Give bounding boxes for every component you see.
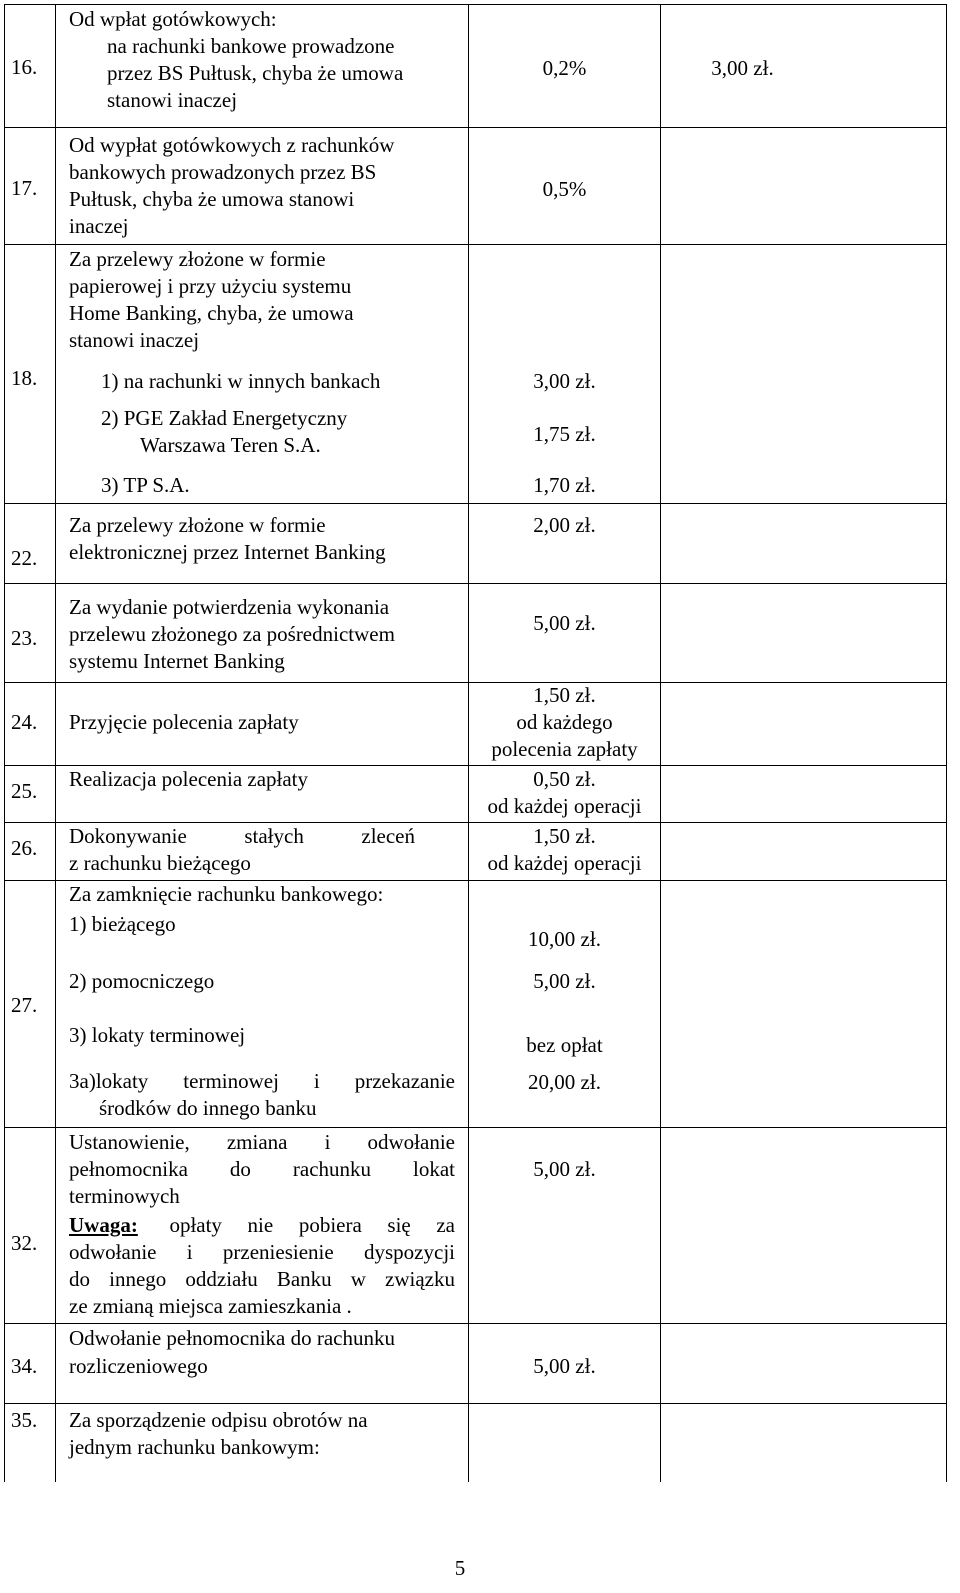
row-number: 17. [11, 176, 38, 200]
row-description-line: przez BS Pułtusk, chyba że umowa [107, 61, 404, 85]
table-border-right [946, 4, 947, 1482]
row-description-line: systemu Internet Banking [69, 649, 285, 673]
fee-amount: 1,50 zł. [533, 824, 596, 848]
row-border-22 [4, 583, 947, 584]
sub-item-fee: 1,70 zł. [533, 473, 596, 497]
row-number: 16. [11, 55, 38, 79]
row-border-32 [4, 1323, 947, 1324]
sub-item-label: 2) PGE Zakład Energetyczny [101, 406, 348, 430]
row-border-18 [4, 503, 947, 504]
sub-item-fee: 10,00 zł. [528, 927, 601, 951]
fee-amount: 2,00 zł. [533, 513, 596, 537]
row-description-line: Odwołanie pełnomocnika do rachunku [69, 1326, 395, 1350]
fee-note: polecenia zapłaty [491, 737, 638, 761]
row-description-line: przelewu złożonego za pośrednictwem [69, 622, 395, 646]
fee-amount: 1,50 zł. [533, 683, 596, 707]
row-description-line: jednym rachunku bankowym: [69, 1435, 320, 1459]
sub-item-fee: 1,75 zł. [533, 422, 596, 446]
row-description-line: Od wypłat gotówkowych z rachunków [69, 133, 395, 157]
page-number: 5 [454, 1556, 466, 1580]
row-description-line: papierowej i przy użyciu systemu [69, 274, 352, 298]
row-description-line: inaczej [69, 214, 129, 238]
sub-item-label: 2) pomocniczego [69, 969, 215, 993]
sub-item-label: Warszawa Teren S.A. [140, 433, 321, 457]
row-description-line: stanowi inaczej [69, 328, 200, 352]
fee-rate: 0,2% [542, 56, 587, 80]
row-border-27 [4, 1127, 947, 1128]
row-description-line: Dokonywanie stałych zleceń [69, 824, 415, 848]
fee-note: od każdego [516, 710, 613, 734]
row-description-line: Za sporządzenie odpisu obrotów na [69, 1408, 368, 1432]
sub-item-fee: bez opłat [526, 1033, 603, 1057]
row-description-line: terminowych [69, 1184, 180, 1208]
row-description-line: Ustanowienie, zmiana i odwołanie [69, 1130, 455, 1154]
sub-item-label: 3) TP S.A. [101, 473, 190, 497]
row-description-line: Home Banking, chyba, że umowa [69, 301, 354, 325]
row-number: 22. [11, 546, 38, 570]
fee-amount: 5,00 zł. [533, 1157, 596, 1181]
sub-item-label: środków do innego banku [99, 1096, 317, 1120]
row-description-line: pełnomocnika do rachunku lokat [69, 1157, 455, 1181]
note-line: odwołanie i przeniesienie dyspozycji [69, 1240, 455, 1264]
row-description: Za zamknięcie rachunku bankowego: [69, 882, 384, 906]
row-border-top [4, 4, 947, 5]
row-number: 25. [11, 779, 38, 803]
fee-amount: 5,00 zł. [533, 611, 596, 635]
sub-item-fee: 3,00 zł. [533, 369, 596, 393]
row-description-line: bankowych prowadzonych przez BS [69, 160, 377, 184]
table-divider-number [55, 4, 56, 1482]
row-number: 34. [11, 1354, 38, 1378]
row-number: 18. [11, 366, 38, 390]
sub-item-label: 1) bieżącego [69, 912, 176, 936]
row-description: Przyjęcie polecenia zapłaty [69, 710, 299, 734]
row-description-line: Pułtusk, chyba że umowa stanowi [69, 187, 355, 211]
fee-note: od każdej operacji [487, 851, 642, 875]
row-number: 35. [11, 1408, 38, 1432]
table-divider-fee [660, 4, 661, 1482]
row-description-line: Za przelewy złożone w formie [69, 247, 326, 271]
note-line [69, 1212, 455, 1240]
row-border-16 [4, 127, 947, 128]
sub-item-fee: 20,00 zł. [528, 1070, 601, 1094]
fee-note: od każdej operacji [487, 794, 642, 818]
table-border-left [4, 4, 5, 1482]
note-label: Uwaga: [69, 1213, 138, 1237]
row-number: 23. [11, 626, 38, 650]
row-description-line: elektronicznej przez Internet Banking [69, 540, 386, 564]
row-number: 32. [11, 1231, 38, 1255]
row-border-17 [4, 244, 947, 245]
row-description-line: rozliczeniowego [69, 1354, 208, 1378]
row-border-34 [4, 1403, 947, 1404]
row-number: 24. [11, 710, 38, 734]
row-description-line: Za przelewy złożone w formie [69, 513, 326, 537]
row-number: 27. [11, 993, 38, 1017]
row-description-line: stanowi inaczej [107, 88, 238, 112]
row-description: Realizacja polecenia zapłaty [69, 767, 309, 791]
fee-amount: 5,00 zł. [533, 1354, 596, 1378]
row-description-line: na rachunki bankowe prowadzone [107, 34, 395, 58]
sub-item-label: 1) na rachunki w innych bankach [101, 369, 381, 393]
note-text: opłaty nie pobiera się za [143, 1213, 455, 1237]
note-line: do innego oddziału Banku w związku [69, 1267, 455, 1291]
row-description-line: Za wydanie potwierdzenia wykonania [69, 595, 390, 619]
row-description-line: z rachunku bieżącego [69, 851, 251, 875]
row-description-line: Od wpłat gotówkowych: [69, 7, 277, 31]
fee-rate: 0,5% [542, 177, 587, 201]
sub-item-fee: 5,00 zł. [533, 969, 596, 993]
sub-item-label: 3a)lokaty terminowej i przekazanie [69, 1069, 455, 1093]
sub-item-label: 3) lokaty terminowej [69, 1023, 246, 1047]
row-number: 26. [11, 836, 38, 860]
fee-amount: 0,50 zł. [533, 767, 596, 791]
note-line: ze zmianą miejsca zamieszkania . [69, 1294, 352, 1318]
fee-minimum: 3,00 zł. [711, 56, 774, 80]
